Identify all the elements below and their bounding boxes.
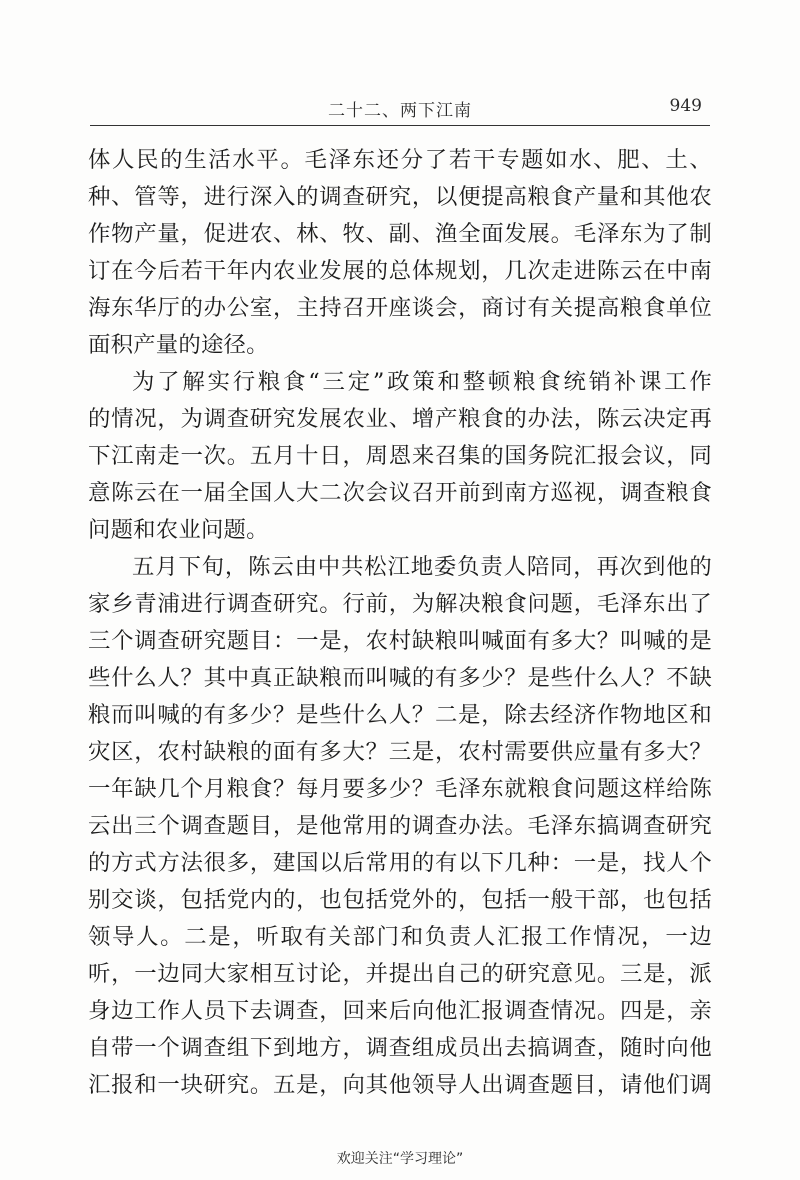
text-line: 面积产量的途径。: [88, 332, 269, 358]
text-line: 家乡青浦进行调查研究。行前，为解决粮食问题，毛泽东出了: [88, 591, 712, 617]
text-line: 的情况，为调查研究发展农业、增产粮食的办法，陈云决定再: [88, 406, 712, 432]
text-line: 作物产量，促进农、林、牧、副、渔全面发展。毛泽东为了制: [88, 221, 712, 247]
text-line: 灾区，农村缺粮的面有多大？三是，农村需要供应量有多大？: [88, 739, 712, 765]
text-line: 汇报和一块研究。五是，向其他领导人出调查题目，请他们调: [88, 1072, 712, 1098]
page-number: 949: [669, 96, 702, 116]
text-line: 领导人。二是，听取有关部门和负责人汇报工作情况，一边: [88, 924, 712, 950]
text-line: 问题和农业问题。: [88, 517, 269, 543]
paragraph: [88, 549, 712, 1104]
text-line: 别交谈，包括党内的，也包括党外的，包括一般干部，也包括: [88, 887, 712, 913]
footer-watermark-text: 欢迎关注“学习理论”: [336, 1151, 464, 1167]
text-line: 一年缺几个月粮食？每月要多少？毛泽东就粮食问题这样给陈: [88, 776, 712, 802]
text-line: 三个调查研究题目：一是，农村缺粮叫喊面有多大？叫喊的是: [88, 628, 712, 654]
text-line: 的方式方法很多，建国以后常用的有以下几种：一是，找人个: [88, 850, 712, 876]
chapter-title: 二十二、两下江南: [328, 101, 472, 121]
text-line: 粮而叫喊的有多少？是些什么人？二是，除去经济作物地区和: [88, 702, 712, 728]
text-line: 订在今后若干年内农业发展的总体规划，几次走进陈云在中南: [88, 258, 712, 284]
text-line: 些什么人？其中真正缺粮而叫喊的有多少？是些什么人？不缺: [88, 665, 712, 691]
paragraph: [88, 142, 712, 364]
header-divider: [90, 125, 710, 126]
body-text: [88, 142, 712, 1104]
text-line: 五月下旬，陈云由中共松江地委负责人陪同，再次到他的: [132, 554, 712, 580]
text-line: 自带一个调查组下到地方，调查组成员出去搞调查，随时向他: [88, 1035, 712, 1061]
text-line: 海东华厅的办公室，主持召开座谈会，商讨有关提高粮食单位: [88, 295, 712, 321]
text-line: 种、管等，进行深入的调查研究，以便提高粮食产量和其他农: [88, 184, 712, 210]
text-line: 体人民的生活水平。毛泽东还分了若干专题如水、肥、土、: [88, 147, 712, 173]
text-line: 听，一边同大家相互讨论，并提出自己的研究意见。三是，派: [88, 961, 712, 987]
text-line: 意陈云在一届全国人大二次会议召开前到南方巡视，调查粮食: [88, 480, 712, 506]
text-line: 身边工作人员下去调查，回来后向他汇报调查情况。四是，亲: [88, 998, 712, 1024]
text-line: 云出三个调查题目，是他常用的调查办法。毛泽东搞调查研究: [88, 813, 712, 839]
text-line: 下江南走一次。五月十日，周恩来召集的国务院汇报会议，同: [88, 443, 712, 469]
running-header: [90, 96, 710, 126]
text-line: 为了解实行粮食“三定”政策和整顿粮食统销补课工作: [132, 369, 712, 395]
paragraph: [88, 364, 712, 549]
